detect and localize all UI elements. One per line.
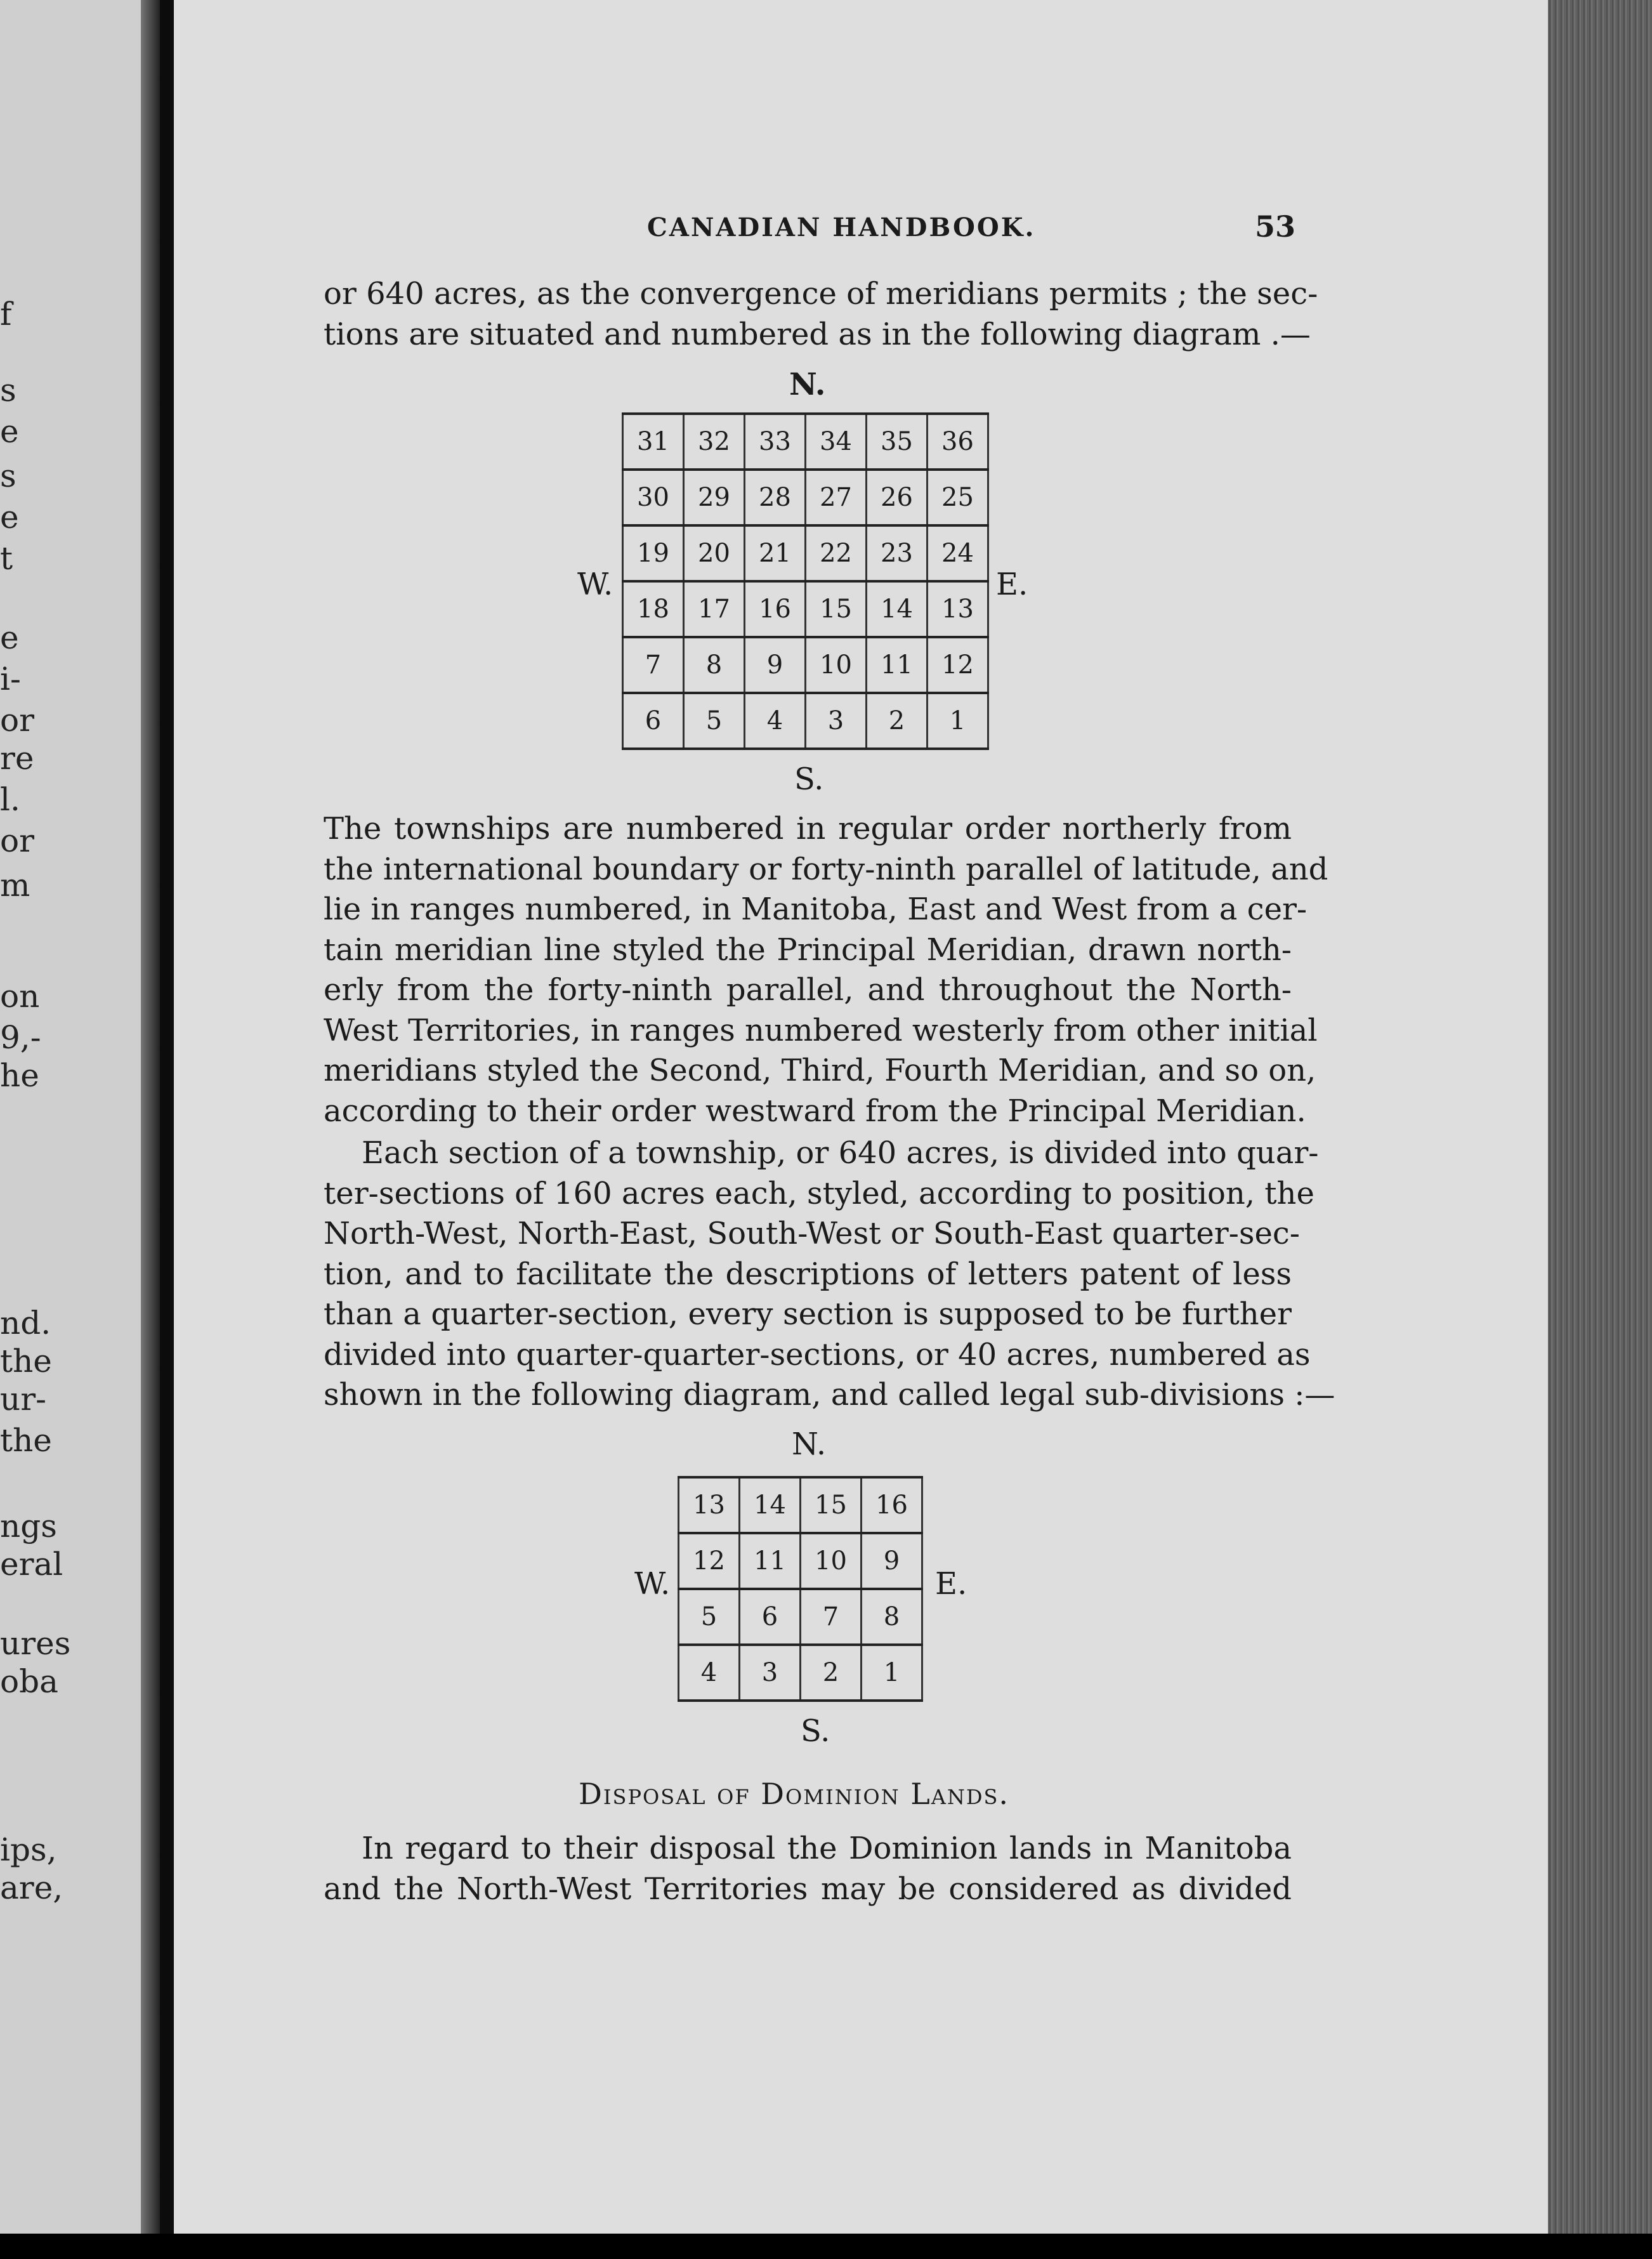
left-page-fragment: f [0, 296, 12, 333]
grid-cell: 2 [867, 693, 928, 749]
grid-cell: 10 [806, 637, 867, 693]
grid-cell: 3 [740, 1645, 801, 1701]
paragraph-townships [324, 809, 1328, 1131]
grid-cell: 14 [867, 581, 928, 637]
diagram2-south-label: S. [801, 1713, 830, 1749]
grid-cell: 11 [867, 637, 928, 693]
scan-bottom-border [0, 2234, 1652, 2259]
grid-cell: 21 [745, 525, 806, 581]
text-line: lie in ranges numbered, in Manitoba, East and West from a cer- [324, 892, 1308, 927]
grid-cell: 1 [862, 1645, 922, 1701]
grid-cell: 5 [679, 1589, 740, 1645]
page-edge-stack [1548, 0, 1652, 2234]
text-line: divided into quarter-quarter-sections, or 40 acres, numbered as [324, 1336, 1311, 1373]
grid-cell: 2 [801, 1645, 862, 1701]
left-page-fragment: s [0, 458, 16, 494]
text-line: meridians styled the Second, Third, Fourth Meridian, and so on, [324, 1053, 1316, 1088]
grid-cell: 9 [862, 1533, 922, 1589]
grid-cell: 16 [745, 581, 806, 637]
text-line: shown in the following diagram, and called legal sub-divisions :— [324, 1377, 1335, 1413]
grid-row [679, 1477, 922, 1533]
left-page-fragment: eral [0, 1546, 63, 1583]
grid-cell: 26 [867, 470, 928, 525]
grid-cell: 6 [740, 1589, 801, 1645]
grid-cell: 29 [684, 470, 745, 525]
grid-cell: 25 [928, 470, 988, 525]
grid-cell: 4 [745, 693, 806, 749]
text-line: tion, and to facilitate the descriptions of letters patent of less [324, 1256, 1292, 1292]
diagram2-north-label: N. [792, 1426, 827, 1462]
grid-cell: 7 [623, 637, 684, 693]
text-line: and the North-West Territories may be considered as divided [324, 1871, 1292, 1907]
grid-cell: 28 [745, 470, 806, 525]
left-page-fragment: ures [0, 1625, 71, 1662]
grid-cell: 12 [928, 637, 988, 693]
grid-row [623, 525, 988, 581]
grid-cell: 15 [806, 581, 867, 637]
grid-cell: 33 [745, 414, 806, 470]
grid-cell: 9 [745, 637, 806, 693]
left-page-fragment: are, [0, 1869, 63, 1906]
page-number: 53 [1255, 209, 1296, 244]
left-page-fragment: or [0, 822, 35, 859]
grid-cell: 15 [801, 1477, 862, 1533]
left-page-fragment: e [0, 413, 19, 450]
text-line: ter-sections of 160 acres each, styled, according to position, the [324, 1175, 1314, 1211]
grid-cell: 10 [801, 1533, 862, 1589]
left-page-fragment: l. [0, 781, 20, 818]
grid-cell: 7 [801, 1589, 862, 1645]
text-line: or 640 acres, as the convergence of meridians permits ; the sec- [324, 276, 1318, 312]
grid-cell: 3 [806, 693, 867, 749]
left-page-fragment: he [0, 1057, 39, 1094]
township-sections-grid [622, 412, 989, 750]
text-line: according to their order westward from the Principal Meridian. [324, 1093, 1306, 1129]
grid-row [623, 693, 988, 749]
text-line: than a quarter-section, every section is supposed to be further [324, 1296, 1292, 1332]
book-gutter [160, 0, 174, 2234]
running-head: CANADIAN HANDBOOK. [647, 213, 1036, 242]
left-page-fragment: m [0, 867, 30, 904]
grid-cell: 5 [684, 693, 745, 749]
left-page-edge [141, 0, 160, 2234]
text-line: erly from the forty-ninth parallel, and throughout the North- [324, 972, 1292, 1008]
diagram1-west-label: W. [577, 567, 613, 602]
left-page-fragment: on [0, 978, 40, 1015]
diagram2-east-label: E. [935, 1566, 967, 1602]
grid-cell: 17 [684, 581, 745, 637]
paragraph-disposal [324, 1829, 1292, 1909]
grid-cell: 23 [867, 525, 928, 581]
grid-cell: 20 [684, 525, 745, 581]
text-line: tions are situated and numbered as in the following diagram .— [324, 316, 1311, 352]
text-line: Each section of a township, or 640 acres, is divided into quar- [362, 1135, 1319, 1171]
grid-cell: 13 [928, 581, 988, 637]
text-line: The townships are numbered in regular order northerly from [324, 811, 1292, 846]
grid-cell: 13 [679, 1477, 740, 1533]
left-page-fragment: 9,- [0, 1019, 41, 1056]
left-page-fragment: the [0, 1343, 52, 1380]
grid-cell: 32 [684, 414, 745, 470]
grid-cell: 34 [806, 414, 867, 470]
legal-subdivisions-grid [678, 1476, 923, 1702]
grid-cell: 12 [679, 1533, 740, 1589]
grid-cell: 4 [679, 1645, 740, 1701]
grid-cell: 27 [806, 470, 867, 525]
grid-row [623, 414, 988, 470]
left-page-fragment: nd. [0, 1305, 51, 1341]
grid-cell: 36 [928, 414, 988, 470]
left-page-fragment: i- [0, 661, 21, 697]
grid-row [679, 1645, 922, 1701]
grid-cell: 24 [928, 525, 988, 581]
diagram2-west-label: W. [634, 1566, 671, 1602]
left-page-fragment: e [0, 499, 19, 536]
grid-cell: 16 [862, 1477, 922, 1533]
left-page-fragment: t [0, 540, 13, 577]
text-line: tain meridian line styled the Principal Meridian, drawn north- [324, 932, 1292, 968]
left-page-fragment: ngs [0, 1508, 57, 1544]
text-line: West Territories, in ranges numbered westerly from other initial [324, 1012, 1318, 1048]
grid-row [623, 637, 988, 693]
text-line: the international boundary or forty-ninth parallel of latitude, and [324, 851, 1328, 887]
grid-row [623, 581, 988, 637]
left-page-fragment: the [0, 1422, 52, 1459]
grid-cell: 18 [623, 581, 684, 637]
grid-cell: 11 [740, 1533, 801, 1589]
left-page-fragment: s [0, 372, 16, 409]
grid-cell: 1 [928, 693, 988, 749]
grid-row [679, 1533, 922, 1589]
grid-cell: 22 [806, 525, 867, 581]
diagram1-north-label: N. [789, 367, 826, 402]
paragraph-sections [324, 1133, 1335, 1416]
left-page-fragment: re [0, 740, 34, 777]
diagram1-south-label: S. [794, 761, 824, 797]
left-page-fragment: ur- [0, 1381, 46, 1418]
left-page-fragment: e [0, 619, 19, 656]
left-page-fragment: ips, [0, 1831, 57, 1868]
left-page-fragment: oba [0, 1663, 58, 1700]
grid-row [679, 1589, 922, 1645]
text-line: North-West, North-East, South-West or South-East quarter-sec- [324, 1216, 1301, 1251]
text-line: In regard to their disposal the Dominion lands in Manitoba [362, 1831, 1292, 1866]
grid-cell: 19 [623, 525, 684, 581]
section-heading: Disposal of Dominion Lands. [579, 1777, 1010, 1811]
intro-text [324, 274, 1318, 355]
grid-cell: 30 [623, 470, 684, 525]
grid-cell: 8 [684, 637, 745, 693]
grid-cell: 6 [623, 693, 684, 749]
diagram1-east-label: E. [996, 567, 1028, 602]
grid-cell: 14 [740, 1477, 801, 1533]
grid-cell: 31 [623, 414, 684, 470]
grid-row [623, 470, 988, 525]
grid-cell: 8 [862, 1589, 922, 1645]
left-page-fragment: or [0, 702, 35, 739]
grid-cell: 35 [867, 414, 928, 470]
